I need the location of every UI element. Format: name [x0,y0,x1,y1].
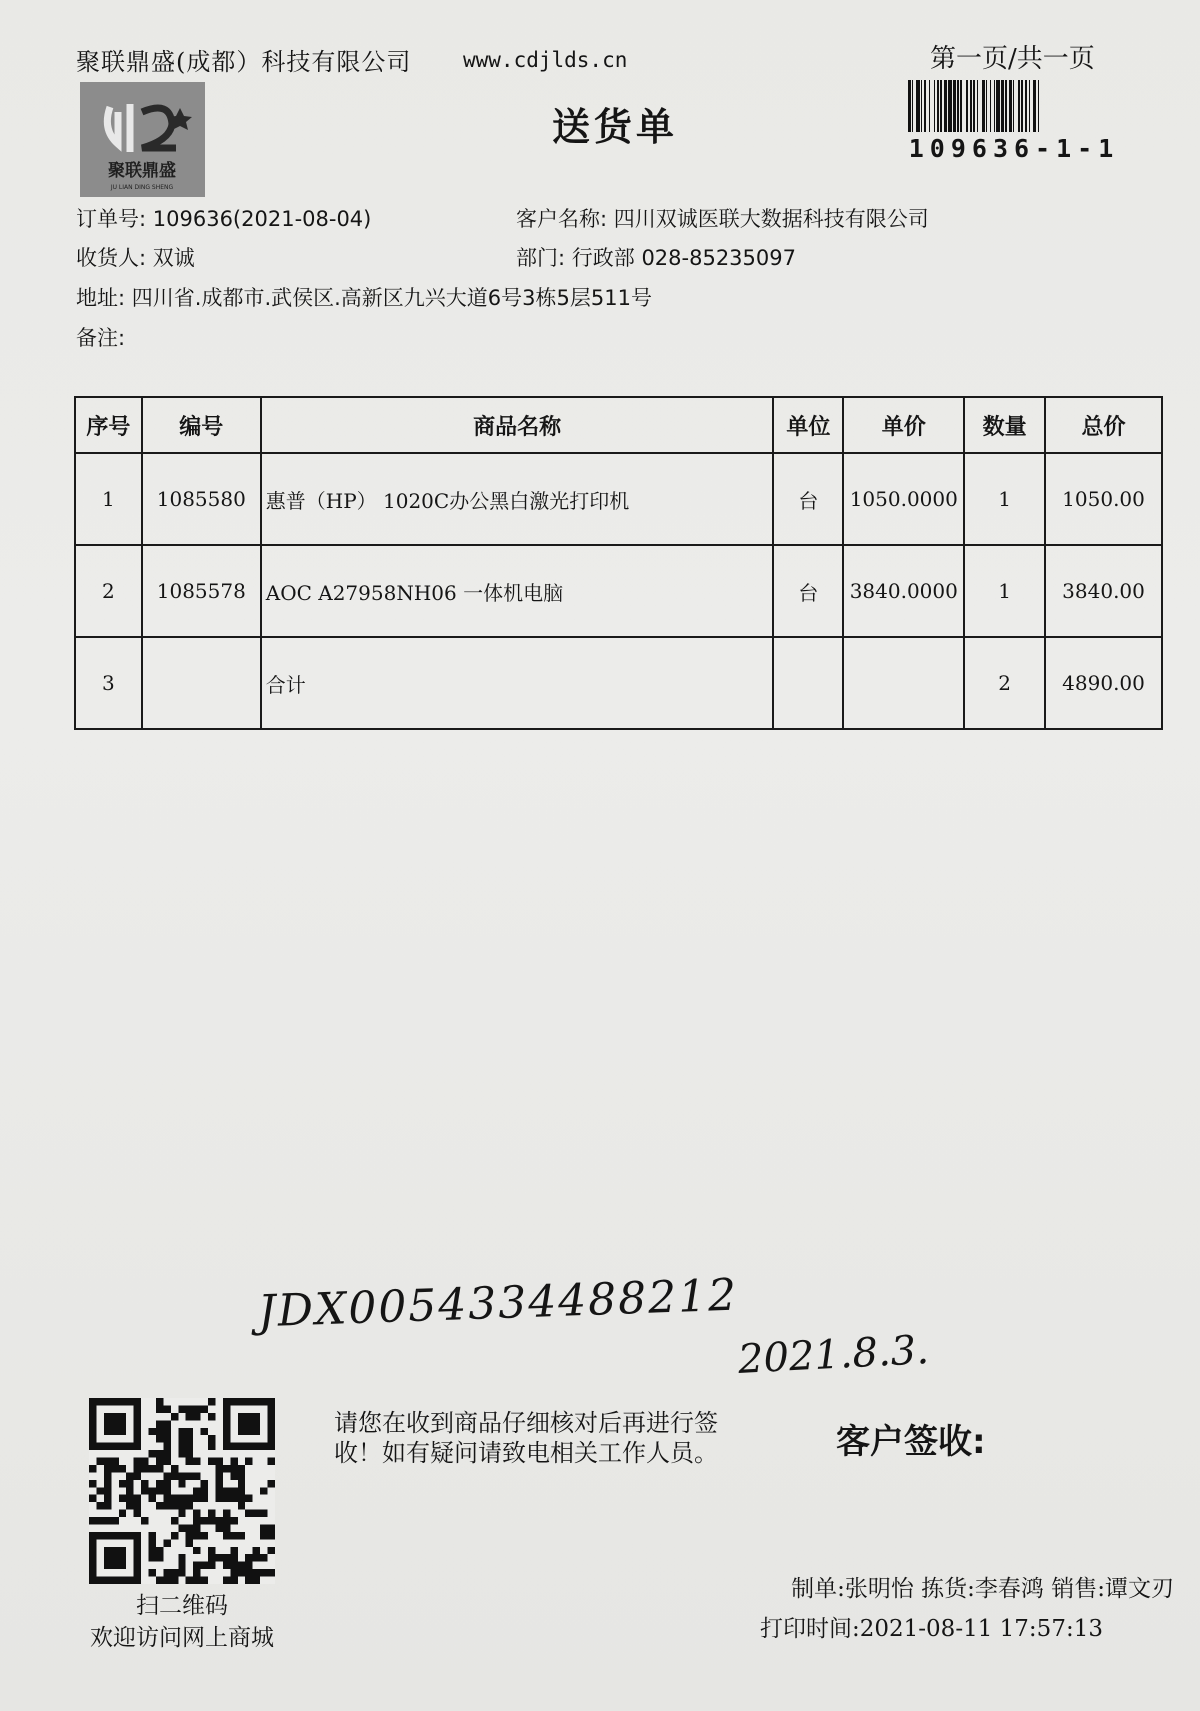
qr-module [186,1443,193,1450]
qr-module [96,1458,103,1465]
customer-name-label: 客户名称: [516,207,608,231]
barcode-number: 109636-1-1 [908,134,1120,163]
customer-name-field [516,203,929,233]
qr-module [193,1547,200,1554]
qr-module [149,1554,156,1561]
qr-module [245,1458,252,1465]
qr-module [178,1495,185,1502]
cell-quantity: 1 [964,453,1045,545]
company-name: 聚联鼎盛(成都）科技有限公司 [76,48,412,76]
qr-module [171,1502,178,1509]
qr-module [178,1472,185,1479]
qr-module [156,1465,163,1472]
qr-module [193,1487,200,1494]
qr-module [96,1517,103,1524]
header-unit: 单位 [773,397,843,453]
department-field [516,242,796,272]
qr-module [156,1405,163,1412]
qr-module [238,1413,260,1435]
qr-module [238,1472,245,1479]
qr-module [171,1465,178,1472]
qr-module [149,1495,156,1502]
qr-module [186,1502,193,1509]
qr-module [156,1458,163,1465]
header-total: 总价 [1045,397,1162,453]
qr-module [215,1458,222,1465]
verification-notice [334,1408,764,1468]
qr-module [223,1465,230,1472]
qr-module [163,1405,170,1412]
qr-module [230,1472,237,1479]
svg-text:JU LIAN DING SHENG: JU LIAN DING SHENG [110,184,174,191]
qr-module [178,1510,185,1517]
qr-caption [76,1590,288,1654]
qr-module [268,1524,275,1531]
qr-module [230,1577,237,1584]
qr-module [104,1480,111,1487]
qr-module [208,1413,215,1420]
header-code: 编号 [142,397,261,453]
items-table [74,396,1163,730]
qr-module [171,1472,178,1479]
qr-module [163,1450,170,1457]
qr-module [156,1577,163,1584]
cell-unit [773,637,843,729]
qr-module [186,1405,193,1412]
qr-module [253,1554,260,1561]
qr-module [223,1487,230,1494]
qr-module [104,1495,111,1502]
qr-module [163,1472,170,1479]
department-label: 部门: [516,246,566,270]
qr-module [141,1465,148,1472]
table-total-row [75,637,1162,729]
qr-module [89,1480,96,1487]
qr-module [156,1480,163,1487]
qr-module [163,1495,170,1502]
qr-module [186,1413,193,1420]
qr-module [178,1562,185,1569]
cell-code: 1085580 [142,453,261,545]
qr-module [178,1435,185,1442]
qr-module [245,1562,252,1569]
cell-unit: 台 [773,545,843,637]
qr-module [253,1577,260,1584]
qr-module [201,1562,208,1569]
table-row [75,453,1162,545]
qr-module [149,1532,156,1539]
qr-module [193,1405,200,1412]
qr-module [223,1510,230,1517]
qr-module [215,1524,222,1531]
qr-module [163,1539,170,1546]
cell-quantity: 1 [964,545,1045,637]
qr-module [178,1405,185,1412]
qr-module [126,1495,133,1502]
qr-module [260,1569,267,1576]
qr-module [245,1495,252,1502]
qr-module [171,1532,178,1539]
table-row [75,545,1162,637]
qr-code-icon [88,1398,276,1584]
qr-module [193,1413,200,1420]
qr-module [186,1532,193,1539]
address-label: 地址: [76,286,126,310]
qr-module [111,1465,118,1472]
qr-module [178,1428,185,1435]
qr-module [156,1428,163,1435]
receiver-value: 双诚 [152,246,195,270]
qr-module [126,1472,133,1479]
qr-module [178,1502,185,1509]
qr-module [156,1450,163,1457]
qr-module [215,1465,222,1472]
qr-module [230,1532,237,1539]
qr-module [215,1554,222,1561]
qr-module [260,1532,267,1539]
qr-module [171,1413,178,1420]
address-field [76,282,652,312]
qr-module [201,1532,208,1539]
qr-module [156,1554,163,1561]
cell-index: 2 [75,545,142,637]
qr-module [201,1405,208,1412]
qr-module [89,1495,96,1502]
qr-module [104,1472,111,1479]
qr-module [223,1495,230,1502]
qr-module [134,1495,141,1502]
qr-module [134,1472,141,1479]
qr-module [215,1487,222,1494]
qr-module [186,1458,193,1465]
cell-product-name: 合计 [261,637,774,729]
qr-module [238,1502,245,1509]
qr-module [230,1562,237,1569]
notice-line-2: 收！如有疑问请致电相关工作人员。 [334,1439,718,1467]
print-time: 打印时间:2021-08-11 17:57:13 [760,1616,1103,1642]
qr-module [268,1480,275,1487]
qr-module [238,1562,245,1569]
qr-module [208,1517,215,1524]
qr-module [201,1517,208,1524]
qr-module [89,1517,96,1524]
qr-module [253,1547,260,1554]
qr-module [208,1398,215,1405]
cell-unit: 台 [773,453,843,545]
qr-module [208,1458,215,1465]
qr-module [104,1413,126,1435]
qr-module [163,1435,170,1442]
qr-module [156,1487,163,1494]
cell-total: 3840.00 [1045,545,1162,637]
qr-module [156,1547,163,1554]
qr-module [223,1554,230,1561]
qr-module [156,1502,163,1509]
qr-module [178,1524,185,1531]
header-unit-price: 单价 [843,397,964,453]
qr-module [193,1472,200,1479]
qr-module [111,1458,118,1465]
cell-unit-price [843,637,964,729]
qr-module [96,1502,103,1509]
qr-module [208,1443,215,1450]
qr-module [193,1577,200,1584]
qr-module [149,1465,156,1472]
qr-module [178,1554,185,1561]
qr-module [163,1569,170,1576]
qr-module [149,1539,156,1546]
note-label: 备注: [76,326,126,350]
qr-module [119,1495,126,1502]
qr-module [208,1435,215,1442]
qr-module [119,1465,126,1472]
qr-module [141,1517,148,1524]
logo-text: 聚联鼎盛 [108,161,176,181]
qr-module [149,1487,156,1494]
qr-module [163,1480,170,1487]
cell-unit-price: 3840.0000 [843,545,964,637]
qr-module [104,1517,111,1524]
qr-module [238,1487,245,1494]
qr-module [260,1510,267,1517]
qr-module [96,1487,103,1494]
staff-line: 制单:张明怡 拣货:李春鸿 销售:谭文刃 [791,1576,1174,1602]
qr-module [178,1480,185,1487]
qr-module [268,1569,275,1576]
qr-module [208,1562,215,1569]
qr-module [238,1532,245,1539]
handwritten-tracking-number: JDX0054334488212 [257,1269,739,1338]
receiver-field [76,242,195,272]
qr-module [238,1480,245,1487]
qr-module [245,1554,252,1561]
qr-module [104,1458,111,1465]
cell-product-name: AOC A27958NH06 一体机电脑 [261,545,774,637]
qr-module [208,1510,215,1517]
cell-quantity: 2 [964,637,1045,729]
qr-module [238,1465,245,1472]
receiver-label: 收货人: [76,246,147,270]
qr-module [230,1569,237,1576]
cell-total: 1050.00 [1045,453,1162,545]
qr-module [223,1517,230,1524]
cell-unit-price: 1050.0000 [843,453,964,545]
qr-module [201,1495,208,1502]
qr-module [134,1465,141,1472]
qr-module [149,1547,156,1554]
notice-line-1: 请您在收到商品仔细核对后再进行签 [334,1409,718,1437]
qr-module [245,1577,252,1584]
qr-module [215,1472,222,1479]
qr-module [149,1450,156,1457]
header-product-name: 商品名称 [261,397,774,453]
qr-module [178,1569,185,1576]
table-header-row [75,397,1162,453]
qr-module [134,1502,141,1509]
qr-module [163,1443,170,1450]
qr-module [193,1517,200,1524]
qr-module [119,1480,126,1487]
qr-module [141,1480,148,1487]
qr-module [201,1577,208,1584]
company-website: www.cdjlds.cn [463,48,628,72]
order-number-field [76,203,371,233]
page-indicator: 第一页/共一页 [930,44,1095,74]
qr-module [193,1458,200,1465]
qr-module [163,1420,170,1427]
qr-module [230,1517,237,1524]
qr-caption-line-1: 扫二维码 [136,1593,228,1619]
qr-module [208,1554,215,1561]
qr-module [201,1428,208,1435]
qr-module [186,1435,193,1442]
qr-module [245,1510,252,1517]
qr-module [186,1577,193,1584]
qr-module [126,1487,133,1494]
qr-module [201,1480,208,1487]
cell-product-name: 惠普（HP） 1020C办公黑白激光打印机 [261,453,774,545]
qr-module [230,1495,237,1502]
qr-module [186,1450,193,1457]
qr-module [215,1495,222,1502]
qr-module [141,1458,148,1465]
qr-module [171,1495,178,1502]
header-quantity: 数量 [964,397,1045,453]
qr-module [186,1495,193,1502]
customer-name-value: 四川双诚医联大数据科技有限公司 [613,207,929,231]
qr-module [149,1428,156,1435]
qr-module [230,1458,237,1465]
qr-module [171,1569,178,1576]
qr-module [104,1465,111,1472]
qr-module [268,1458,275,1465]
qr-module [253,1569,260,1576]
cell-index: 3 [75,637,142,729]
qr-module [171,1577,178,1584]
qr-caption-line-2: 欢迎访问网上商城 [90,1625,274,1651]
qr-module [186,1524,193,1531]
qr-module [260,1487,267,1494]
qr-module [260,1554,267,1561]
qr-module [230,1487,237,1494]
qr-module [178,1450,185,1457]
order-number-label: 订单号: [76,207,147,231]
qr-module [126,1502,133,1509]
qr-module [134,1458,141,1465]
qr-module [253,1510,260,1517]
qr-module [193,1510,200,1517]
qr-module [215,1517,222,1524]
qr-module [268,1532,275,1539]
qr-module [163,1458,170,1465]
qr-module [156,1420,163,1427]
address-value: 四川省.成都市.武侯区.高新区九兴大道6号3栋5层511号 [131,286,652,310]
header-index: 序号 [75,397,142,453]
cell-code [142,637,261,729]
qr-module [223,1562,230,1569]
qr-module [104,1502,111,1509]
cell-code: 1085578 [142,545,261,637]
qr-module [156,1435,163,1442]
qr-module [193,1532,200,1539]
qr-module [163,1502,170,1509]
qr-module [223,1577,230,1584]
qr-module [201,1487,208,1494]
qr-module [208,1547,215,1554]
qr-module [89,1465,96,1472]
qr-module [111,1517,118,1524]
qr-module [245,1569,252,1576]
qr-module [149,1569,156,1576]
qr-module [156,1398,163,1405]
qr-module [230,1547,237,1554]
qr-module [230,1554,237,1561]
qr-module [238,1495,245,1502]
document-title: 送货单 [551,104,678,149]
qr-module [141,1487,148,1494]
qr-module [163,1577,170,1584]
qr-module [178,1443,185,1450]
note-field [76,322,125,352]
order-number-value: 109636(2021-08-04) [152,207,372,231]
qr-module [223,1532,230,1539]
qr-module [126,1480,133,1487]
qr-module [104,1487,111,1494]
qr-module [268,1547,275,1554]
qr-module [163,1487,170,1494]
qr-module [171,1517,178,1524]
qr-module [230,1465,237,1472]
qr-module [104,1547,126,1569]
cell-total: 4890.00 [1045,637,1162,729]
department-value: 行政部 028-85235097 [571,246,796,270]
cell-index: 1 [75,453,142,545]
qr-module [215,1480,222,1487]
qr-module [193,1524,200,1531]
qr-module [186,1539,193,1546]
handwritten-date: 2021.8.3. [736,1327,930,1383]
qr-module [186,1472,193,1479]
qr-module [223,1524,230,1531]
qr-module [134,1510,141,1517]
qr-module [238,1569,245,1576]
qr-module [193,1569,200,1576]
qr-module [163,1428,170,1435]
qr-module [186,1428,193,1435]
qr-module [193,1495,200,1502]
qr-module [260,1524,267,1531]
qr-module [119,1510,126,1517]
customer-signature-label: 客户签收: [836,1422,986,1462]
qr-module [193,1562,200,1569]
